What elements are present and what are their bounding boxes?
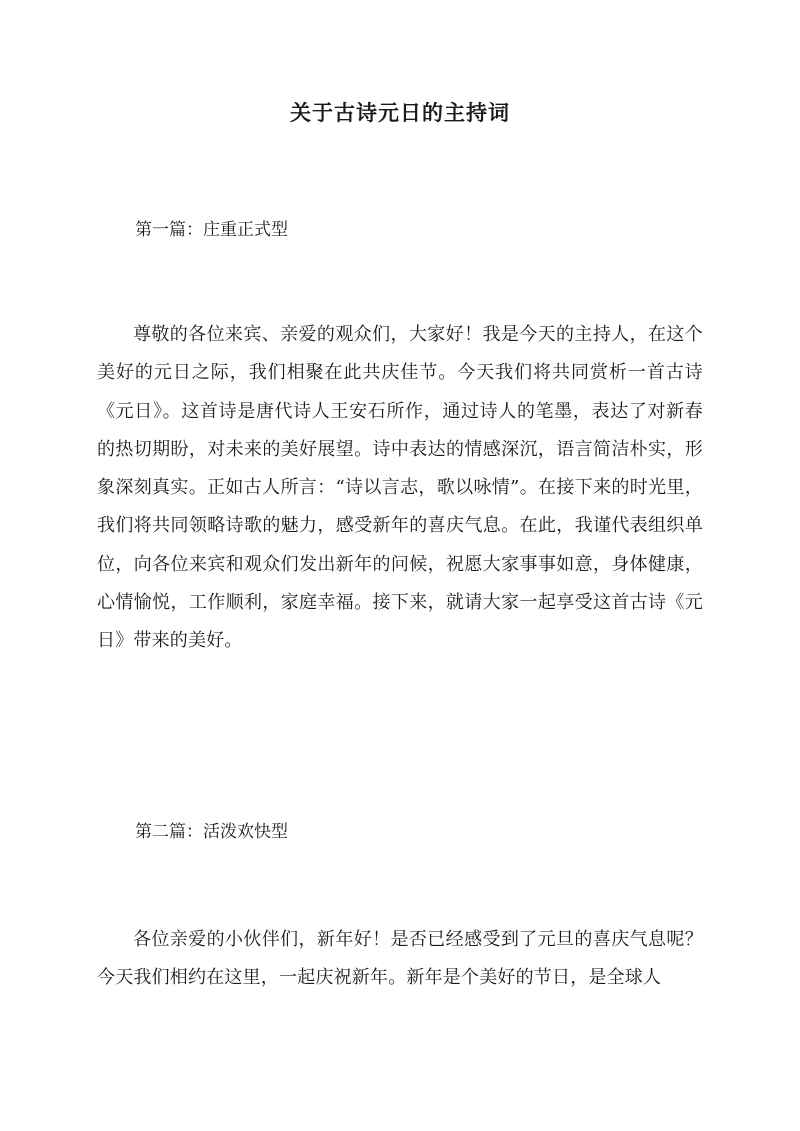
section-heading-1: 第一篇：庄重正式型: [135, 220, 288, 240]
section-paragraph-2: 各位亲爱的小伙伴们，新年好！是否已经感受到了元旦的喜庆气息呢？今天我们相约在这里，一起庆祝新年。新年是个美好的节日，是全球人: [97, 929, 703, 989]
document-title: 关于古诗元日的主持词: [290, 100, 510, 125]
section-heading-2: 第二篇：活泼欢快型: [135, 822, 288, 842]
section-paragraph-1: 尊敬的各位来宾、亲爱的观众们，大家好！我是今天的主持人，在这个美好的元日之际，我们相聚在此共庆佳节。今天我们将共同赏析一首古诗《元日》。这首诗是唐代诗人王安石所作，通过诗人的笔墨，表达了对新春的热切期盼，对未来的美好展望。诗中表达的情感深沉，语言简洁朴实，形象深刻真实。正如古人所言：“诗以言志，歌以咏情”。在接下来的时光里，我们将共同领略诗歌的魅力，感受新年的喜庆气息。在此，我谨代表组织单位，向各位来宾和观众们发出新年的问候，祝愿大家事事如意，身体健康，心情愉悦，工作顺利，家庭幸福。接下来，就请大家一起享受这首古诗《元日》带来的美好。: [97, 324, 703, 652]
